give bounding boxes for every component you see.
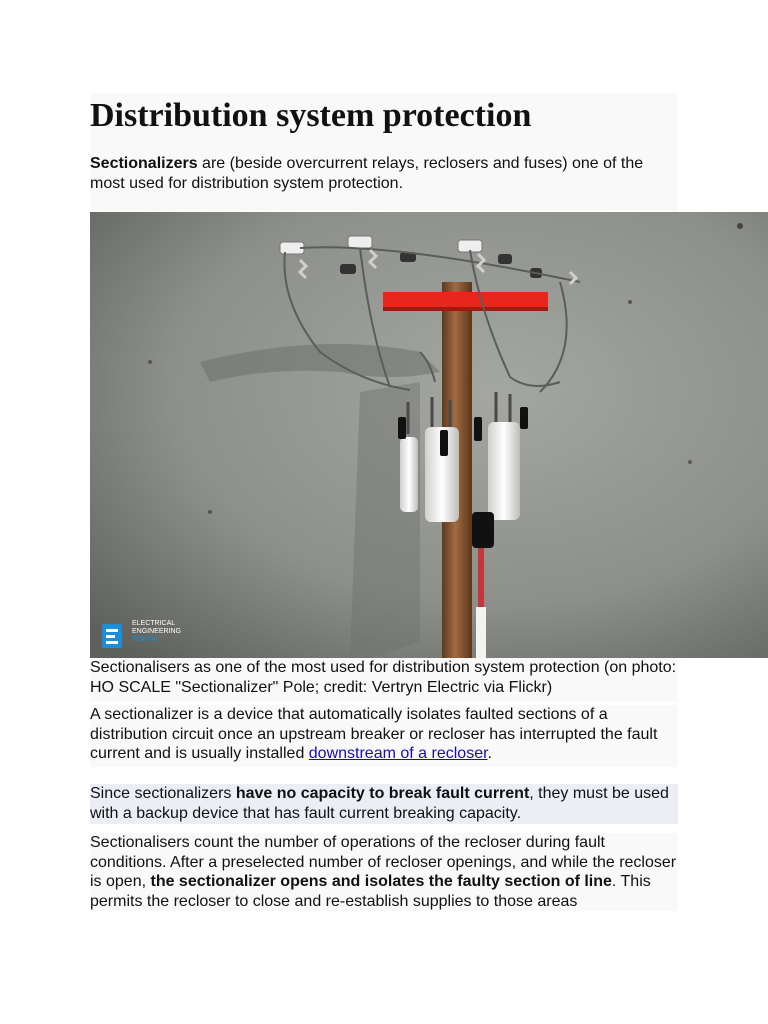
paragraph-2-before: Since sectionalizers (90, 785, 236, 802)
intro-text: are (beside overcurrent relays, reclosers and fuses) one of the most used for distribution system protection. (90, 155, 644, 192)
title-section (90, 93, 678, 211)
paragraph-3-after: . This permits the recloser to close and re-establish supplies to those areas (90, 873, 651, 910)
paragraph-3 (90, 833, 678, 911)
paragraph-1-text (90, 705, 678, 764)
downstream-recloser-link[interactable]: downstream of a recloser (308, 745, 488, 762)
photo-caption: Sectionalisers as one of the most used for distribution system protection (on photo: HO SCALE "Sectionalizer" Pole; credit: Vertryn Electric via Flickr) (90, 659, 677, 696)
caption-section (90, 658, 678, 702)
paragraph-1 (90, 705, 678, 767)
intro-paragraph (90, 154, 678, 193)
page-title: Distribution system protection (90, 97, 532, 134)
paragraph-1-end: . (487, 745, 492, 762)
paragraph-3-before: Sectionalisers count the number of operations of the recloser during fault conditions. After a preselected number of recloser openings, and while the recloser is open, (90, 834, 677, 890)
paragraph-2-bold: have no capacity to break fault current (235, 785, 530, 802)
logo-icon (102, 624, 122, 648)
paragraph-2 (90, 784, 678, 824)
paragraph-2-after: , they must be used with a backup device that has fault current breaking capacity. (90, 785, 669, 822)
sectionalizer-pole-photo (90, 212, 768, 658)
intro-bold: Sectionalizers (90, 155, 198, 172)
paragraph-2-text (90, 784, 678, 823)
logo-line-1: ELECTRICAL (132, 620, 176, 627)
photo-illustration (90, 212, 768, 658)
paragraph-3-text (90, 833, 678, 911)
logo (128, 620, 181, 644)
logo-text (132, 620, 181, 644)
paragraph-3-bold: the sectionalizer opens and isolates the faulty section of line (150, 873, 612, 890)
logo-line-2: ENGINEERING (132, 628, 182, 635)
paragraph-1-body: A sectionalizer is a device that automatically isolates faulted sections of a distribution circuit once an upstream breaker or recloser has interrupted the fault current and is usually installed (90, 706, 658, 762)
logo-line-3: PORTAL (132, 636, 160, 643)
